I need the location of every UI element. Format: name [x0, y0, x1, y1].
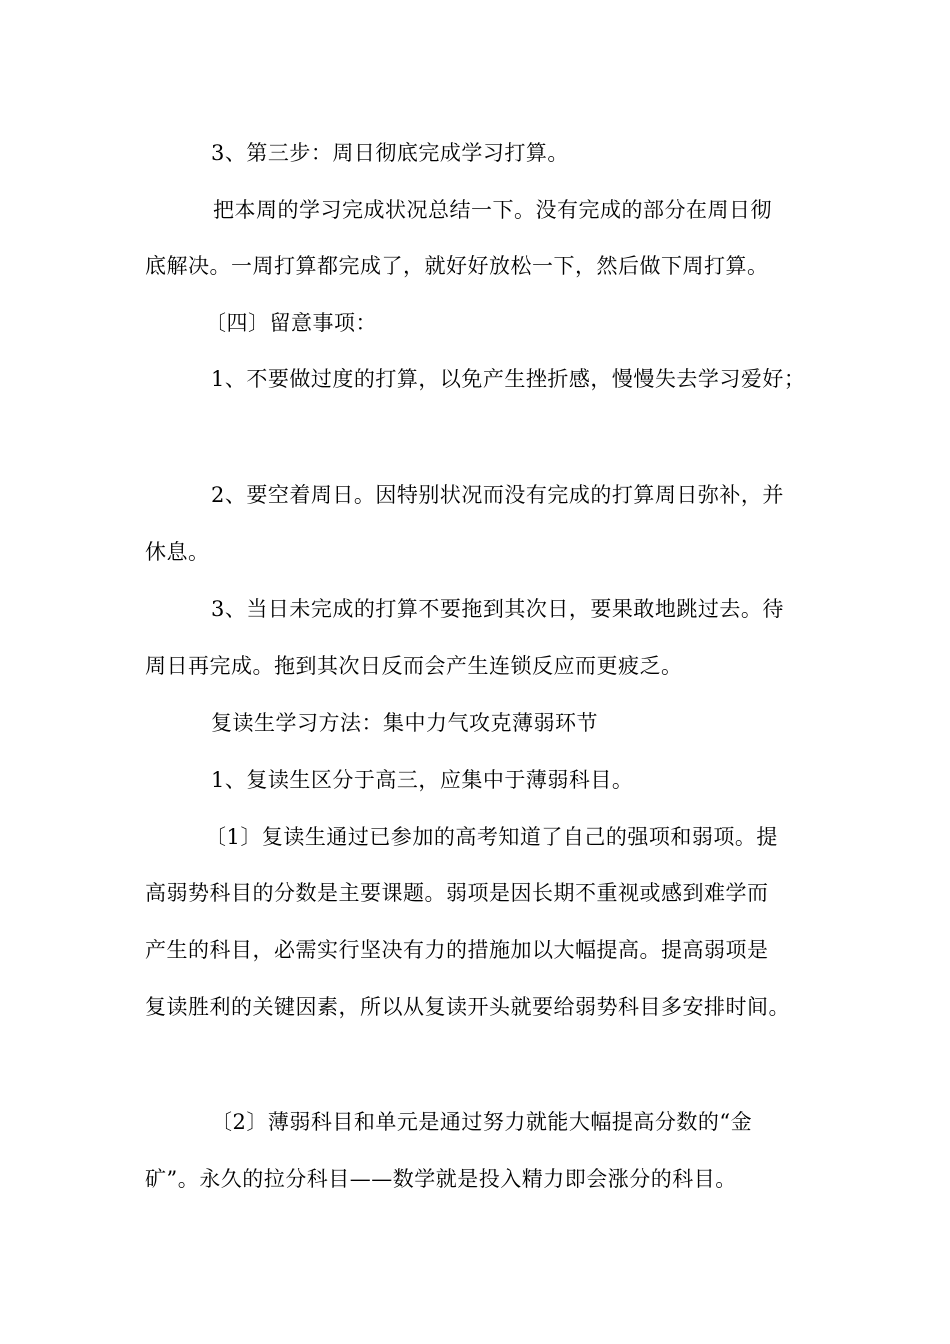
text-line: 2、要空着周日。因特别状况而没有完成的打算周日弥补，并 — [211, 483, 784, 507]
text-line: 3、当日未完成的打算不要拖到其次日，要果敢地跳过去。待 — [211, 597, 784, 621]
text-line: 复读生学习方法：集中力气攻克薄弱环节 — [211, 711, 598, 735]
text-line: 底解决。一周打算都完成了，就好好放松一下，然后做下周打算。 — [145, 254, 769, 278]
text-line: 复读胜利的关键因素，所以从复读开头就要给弱势科目多安排时间。 — [145, 995, 790, 1019]
text-line: 〔四〕留意事项： — [205, 311, 377, 335]
text-line: 矿”。永久的拉分科目——数学就是投入精力即会涨分的科目。 — [145, 1167, 737, 1191]
text-line: 1、不要做过度的打算，以免产生挫折感，慢慢失去学习爱好； — [211, 367, 806, 391]
text-line: 〔1〕复读生通过已参加的高考知道了自己的强项和弱项。提 — [205, 825, 778, 849]
text-line: 1、复读生区分于高三，应集中于薄弱科目。 — [211, 768, 634, 792]
text-line: 高弱势科目的分数是主要课题。弱项是因长期不重视或感到难学而 — [145, 881, 769, 905]
text-line: 3、第三步：周日彻底完成学习打算。 — [211, 141, 569, 165]
text-line: 周日再完成。拖到其次日反而会产生连锁反应而更疲乏。 — [145, 654, 683, 678]
text-line: 〔2〕薄弱科目和单元是通过努力就能大幅提高分数的“金 — [211, 1110, 753, 1134]
text-line: 休息。 — [145, 540, 210, 564]
text-line: 把本周的学习完成状况总结一下。没有完成的部分在周日彻 — [213, 198, 772, 222]
text-line: 产生的科目，必需实行坚决有力的措施加以大幅提高。提高弱项是 — [145, 938, 769, 962]
